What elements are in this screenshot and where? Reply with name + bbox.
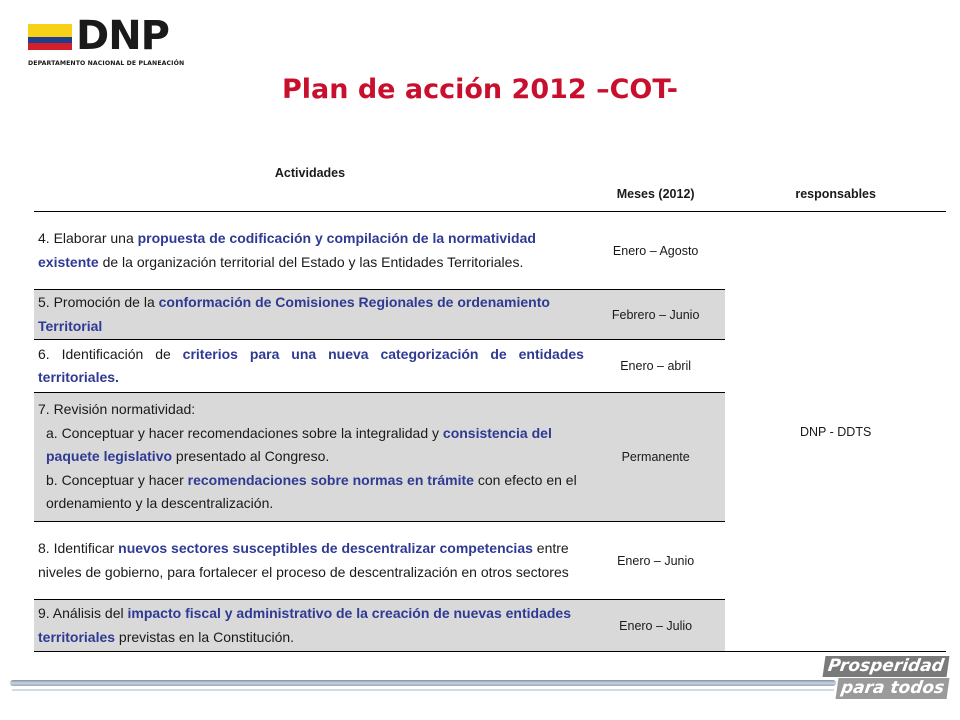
prosperidad-logo xyxy=(826,656,948,702)
action-plan-table xyxy=(34,158,946,652)
activity-cell xyxy=(34,340,586,393)
header-months: Meses (2012) xyxy=(586,158,725,212)
text-run: 9. Análisis del xyxy=(38,605,128,621)
header-responsible: responsables xyxy=(725,158,946,212)
table-row xyxy=(34,212,946,290)
colombia-flag-icon xyxy=(28,24,72,50)
footer-divider-shadow xyxy=(12,689,834,691)
page-title: Plan de acción 2012 –COT- xyxy=(281,74,679,105)
text-run: con efecto en el ordenamiento y la descentralización. xyxy=(46,471,577,512)
activity-cell xyxy=(34,393,586,522)
dnp-logo xyxy=(28,13,185,68)
activity-cell xyxy=(34,600,586,652)
text-run: entre niveles de gobierno, para fortalecer el proceso de descentralización en otros sectores xyxy=(38,540,569,580)
text-run: a. Conceptuar y hacer recomendaciones sobre la integralidad y xyxy=(46,424,443,441)
months-cell: Febrero – Junio xyxy=(586,290,725,340)
activity-text xyxy=(38,602,584,649)
text-run: 5. Promoción de la xyxy=(38,294,159,310)
highlighted-text: propuesta de codificación y compilación de la normatividad existente xyxy=(38,230,536,270)
activity-subitem-a xyxy=(38,422,584,469)
brand-line-1: Prosperidad xyxy=(823,656,950,677)
activity-cell xyxy=(34,522,586,600)
highlighted-text: consistencia del paquete legislativo xyxy=(46,424,552,465)
text-run: de la organización territorial del Estado y las Entidades Territoriales. xyxy=(98,253,524,270)
highlighted-text: criterios para una nueva categorización de entidades territoriales. xyxy=(38,345,584,385)
activity-cell xyxy=(34,212,586,290)
highlighted-text: nuevos sectores susceptibles de descentralizar competencias xyxy=(118,540,533,556)
months-cell: Enero – Julio xyxy=(586,600,725,652)
text-run: previstas en la Constitución. xyxy=(115,628,295,645)
activity-text xyxy=(38,291,584,338)
logo-wordmark: DNP xyxy=(76,13,169,59)
activity-text xyxy=(38,537,584,584)
responsible-cell: DNP - DDTS xyxy=(725,212,946,652)
months-cell: Enero – abril xyxy=(586,340,725,393)
text-run: 6. Identificación de xyxy=(38,345,183,362)
months-cell: Enero – Junio xyxy=(586,522,725,600)
highlighted-text: conformación de Comisiones Regionales de ordenamiento Territorial xyxy=(38,294,550,334)
months-cell: Permanente xyxy=(586,393,725,522)
highlighted-text: recomendaciones sobre normas en trámite xyxy=(187,471,474,488)
activity-cell xyxy=(34,290,586,340)
activity-subitem-b xyxy=(38,469,584,516)
text-run: 4. Elaborar una xyxy=(38,230,138,246)
header-activities: Actividades xyxy=(34,158,586,212)
activity-text xyxy=(38,343,584,390)
months-cell: Enero – Agosto xyxy=(586,212,725,290)
logo-subtitle: DEPARTAMENTO NACIONAL DE PLANEACIÓN xyxy=(28,60,185,67)
highlighted-text: impacto fiscal y administrativo de la creación de nuevas entidades territoriales xyxy=(38,605,571,645)
activity-text xyxy=(38,227,584,274)
text-run: b. Conceptuar y hacer xyxy=(46,471,188,488)
brand-line-2: para todos xyxy=(835,678,949,699)
text-run: presentado al Congreso. xyxy=(172,448,330,465)
activity-heading: 7. Revisión normatividad: xyxy=(38,401,196,418)
footer-divider xyxy=(10,680,836,686)
text-run: 8. Identificar xyxy=(38,540,119,556)
